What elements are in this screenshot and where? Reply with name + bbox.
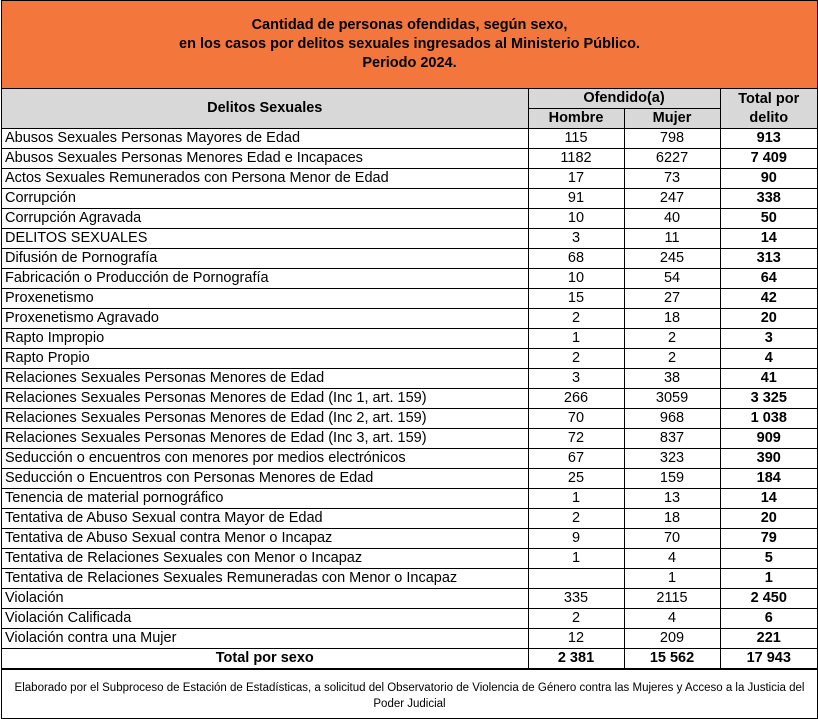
crime-name-cell: Rapto Impropio <box>2 329 528 349</box>
male-count-cell: 91 <box>528 189 624 209</box>
male-count-cell: 3 <box>528 229 624 249</box>
male-count-cell: 2 <box>528 309 624 329</box>
row-total-cell: 2 450 <box>720 589 817 609</box>
crime-name-cell: Tentativa de Abuso Sexual contra Mayor de Edad <box>2 509 528 529</box>
female-count-cell: 4 <box>624 549 720 569</box>
column-header-female: Mujer <box>624 109 720 129</box>
row-total-cell: 20 <box>720 509 817 529</box>
female-count-cell: 3059 <box>624 389 720 409</box>
row-total-cell: 909 <box>720 429 817 449</box>
row-total-cell: 6 <box>720 609 817 629</box>
female-count-cell: 2115 <box>624 589 720 609</box>
row-total-cell: 3 <box>720 329 817 349</box>
totals-label: Total por sexo <box>2 649 528 669</box>
crime-name-cell: Seducción o encuentros con menores por medios electrónicos <box>2 449 528 469</box>
crime-name-cell: Relaciones Sexuales Personas Menores de Edad (Inc 1, art. 159) <box>2 389 528 409</box>
table-row <box>2 549 817 569</box>
column-header-offended: Ofendido(a) <box>528 89 720 109</box>
female-count-cell: 1 <box>624 569 720 589</box>
male-count-cell: 1 <box>528 549 624 569</box>
crime-name-cell: Actos Sexuales Remunerados con Persona Menor de Edad <box>2 169 528 189</box>
crime-name-cell: Tentativa de Abuso Sexual contra Menor o Incapaz <box>2 529 528 549</box>
female-count-cell: 837 <box>624 429 720 449</box>
totals-male: 2 381 <box>528 649 624 669</box>
table-row <box>2 249 817 269</box>
row-total-cell: 42 <box>720 289 817 309</box>
row-total-cell: 913 <box>720 129 817 149</box>
female-count-cell: 2 <box>624 349 720 369</box>
female-count-cell: 13 <box>624 489 720 509</box>
row-total-cell: 14 <box>720 489 817 509</box>
table-row <box>2 629 817 649</box>
row-total-cell: 1 <box>720 569 817 589</box>
row-total-cell: 390 <box>720 449 817 469</box>
totals-total: 17 943 <box>720 649 817 669</box>
crime-name-cell: Tentativa de Relaciones Sexuales con Menor o Incapaz <box>2 549 528 569</box>
totals-row <box>2 649 817 669</box>
row-total-cell: 184 <box>720 469 817 489</box>
row-total-cell: 14 <box>720 229 817 249</box>
male-count-cell: 1 <box>528 329 624 349</box>
row-total-cell: 313 <box>720 249 817 269</box>
female-count-cell: 159 <box>624 469 720 489</box>
female-count-cell: 18 <box>624 309 720 329</box>
crime-name-cell: Abusos Sexuales Personas Mayores de Edad <box>2 129 528 149</box>
female-count-cell: 54 <box>624 269 720 289</box>
row-total-cell: 5 <box>720 549 817 569</box>
crime-name-cell: Proxenetismo <box>2 289 528 309</box>
crime-name-cell: Corrupción <box>2 189 528 209</box>
table-row <box>2 529 817 549</box>
column-header-total <box>720 89 817 129</box>
female-count-cell: 4 <box>624 609 720 629</box>
row-total-cell: 1 038 <box>720 409 817 429</box>
statistics-table-frame <box>1 0 818 719</box>
male-count-cell: 17 <box>528 169 624 189</box>
crime-name-cell: Abusos Sexuales Personas Menores Edad e Incapaces <box>2 149 528 169</box>
crime-name-cell: Rapto Propio <box>2 349 528 369</box>
table-row <box>2 269 817 289</box>
crime-name-cell: Corrupción Agravada <box>2 209 528 229</box>
row-total-cell: 221 <box>720 629 817 649</box>
table-row <box>2 389 817 409</box>
table-row <box>2 489 817 509</box>
crime-name-cell: Tenencia de material pornográfico <box>2 489 528 509</box>
male-count-cell: 67 <box>528 449 624 469</box>
row-total-cell: 64 <box>720 269 817 289</box>
table-row <box>2 329 817 349</box>
title-line-2: en los casos por delitos sexuales ingresados al Ministerio Público. <box>179 36 640 52</box>
female-count-cell: 2 <box>624 329 720 349</box>
female-count-cell: 209 <box>624 629 720 649</box>
female-count-cell: 968 <box>624 409 720 429</box>
male-count-cell: 335 <box>528 589 624 609</box>
female-count-cell: 6227 <box>624 149 720 169</box>
table-row <box>2 409 817 429</box>
female-count-cell: 27 <box>624 289 720 309</box>
male-count-cell: 72 <box>528 429 624 449</box>
crime-name-cell: DELITOS SEXUALES <box>2 229 528 249</box>
table-row <box>2 129 817 149</box>
male-count-cell: 9 <box>528 529 624 549</box>
row-total-cell: 7 409 <box>720 149 817 169</box>
male-count-cell: 2 <box>528 509 624 529</box>
female-count-cell: 247 <box>624 189 720 209</box>
crime-name-cell: Relaciones Sexuales Personas Menores de Edad (Inc 2, art. 159) <box>2 409 528 429</box>
male-count-cell: 2 <box>528 609 624 629</box>
male-count-cell: 266 <box>528 389 624 409</box>
source-note: Elaborado por el Subproceso de Estación de Estadísticas, a solicitud del Observatorio de Violencia de Género contra las Mujeres y Acceso a la Justicia del Poder Judicial <box>2 669 817 718</box>
female-count-cell: 798 <box>624 129 720 149</box>
table-row <box>2 369 817 389</box>
row-total-cell: 338 <box>720 189 817 209</box>
row-total-cell: 4 <box>720 349 817 369</box>
male-count-cell: 10 <box>528 269 624 289</box>
column-header-total-line1: Total por <box>738 90 800 107</box>
table-row <box>2 569 817 589</box>
female-count-cell: 245 <box>624 249 720 269</box>
male-count-cell: 12 <box>528 629 624 649</box>
table-body <box>2 129 817 649</box>
row-total-cell: 41 <box>720 369 817 389</box>
female-count-cell: 40 <box>624 209 720 229</box>
female-count-cell: 11 <box>624 229 720 249</box>
table-row <box>2 509 817 529</box>
column-header-crime: Delitos Sexuales <box>2 89 528 129</box>
title-line-1: Cantidad de personas ofendidas, según sexo, <box>251 17 568 33</box>
table-row <box>2 289 817 309</box>
crime-name-cell: Seducción o Encuentros con Personas Menores de Edad <box>2 469 528 489</box>
male-count-cell: 2 <box>528 349 624 369</box>
column-header-male: Hombre <box>528 109 624 129</box>
crime-name-cell: Relaciones Sexuales Personas Menores de Edad (Inc 3, art. 159) <box>2 429 528 449</box>
column-header-total-line2: delito <box>749 109 789 126</box>
crime-name-cell: Violación contra una Mujer <box>2 629 528 649</box>
table-row <box>2 589 817 609</box>
male-count-cell: 3 <box>528 369 624 389</box>
female-count-cell: 38 <box>624 369 720 389</box>
crime-name-cell: Relaciones Sexuales Personas Menores de Edad <box>2 369 528 389</box>
crime-name-cell: Fabricación o Producción de Pornografía <box>2 269 528 289</box>
table-row <box>2 609 817 629</box>
row-total-cell: 3 325 <box>720 389 817 409</box>
table-row <box>2 449 817 469</box>
crime-name-cell: Tentativa de Relaciones Sexuales Remuneradas con Menor o Incapaz <box>2 569 528 589</box>
male-count-cell: 70 <box>528 409 624 429</box>
table-row <box>2 469 817 489</box>
crime-name-cell: Violación <box>2 589 528 609</box>
crime-name-cell: Violación Calificada <box>2 609 528 629</box>
male-count-cell: 10 <box>528 209 624 229</box>
table-row <box>2 309 817 329</box>
table-row <box>2 429 817 449</box>
crime-name-cell: Difusión de Pornografía <box>2 249 528 269</box>
male-count-cell: 1 <box>528 489 624 509</box>
totals-female: 15 562 <box>624 649 720 669</box>
table-title <box>2 1 817 89</box>
female-count-cell: 18 <box>624 509 720 529</box>
crime-name-cell: Proxenetismo Agravado <box>2 309 528 329</box>
female-count-cell: 73 <box>624 169 720 189</box>
table-row <box>2 229 817 249</box>
female-count-cell: 323 <box>624 449 720 469</box>
male-count-cell: 68 <box>528 249 624 269</box>
male-count-cell <box>528 569 624 589</box>
row-total-cell: 50 <box>720 209 817 229</box>
male-count-cell: 15 <box>528 289 624 309</box>
table-row <box>2 149 817 169</box>
table-row <box>2 209 817 229</box>
data-table <box>2 89 817 669</box>
female-count-cell: 70 <box>624 529 720 549</box>
title-line-3: Periodo 2024. <box>362 55 457 71</box>
male-count-cell: 25 <box>528 469 624 489</box>
row-total-cell: 90 <box>720 169 817 189</box>
row-total-cell: 79 <box>720 529 817 549</box>
row-total-cell: 20 <box>720 309 817 329</box>
table-row <box>2 189 817 209</box>
table-row <box>2 169 817 189</box>
male-count-cell: 115 <box>528 129 624 149</box>
table-row <box>2 349 817 369</box>
male-count-cell: 1182 <box>528 149 624 169</box>
